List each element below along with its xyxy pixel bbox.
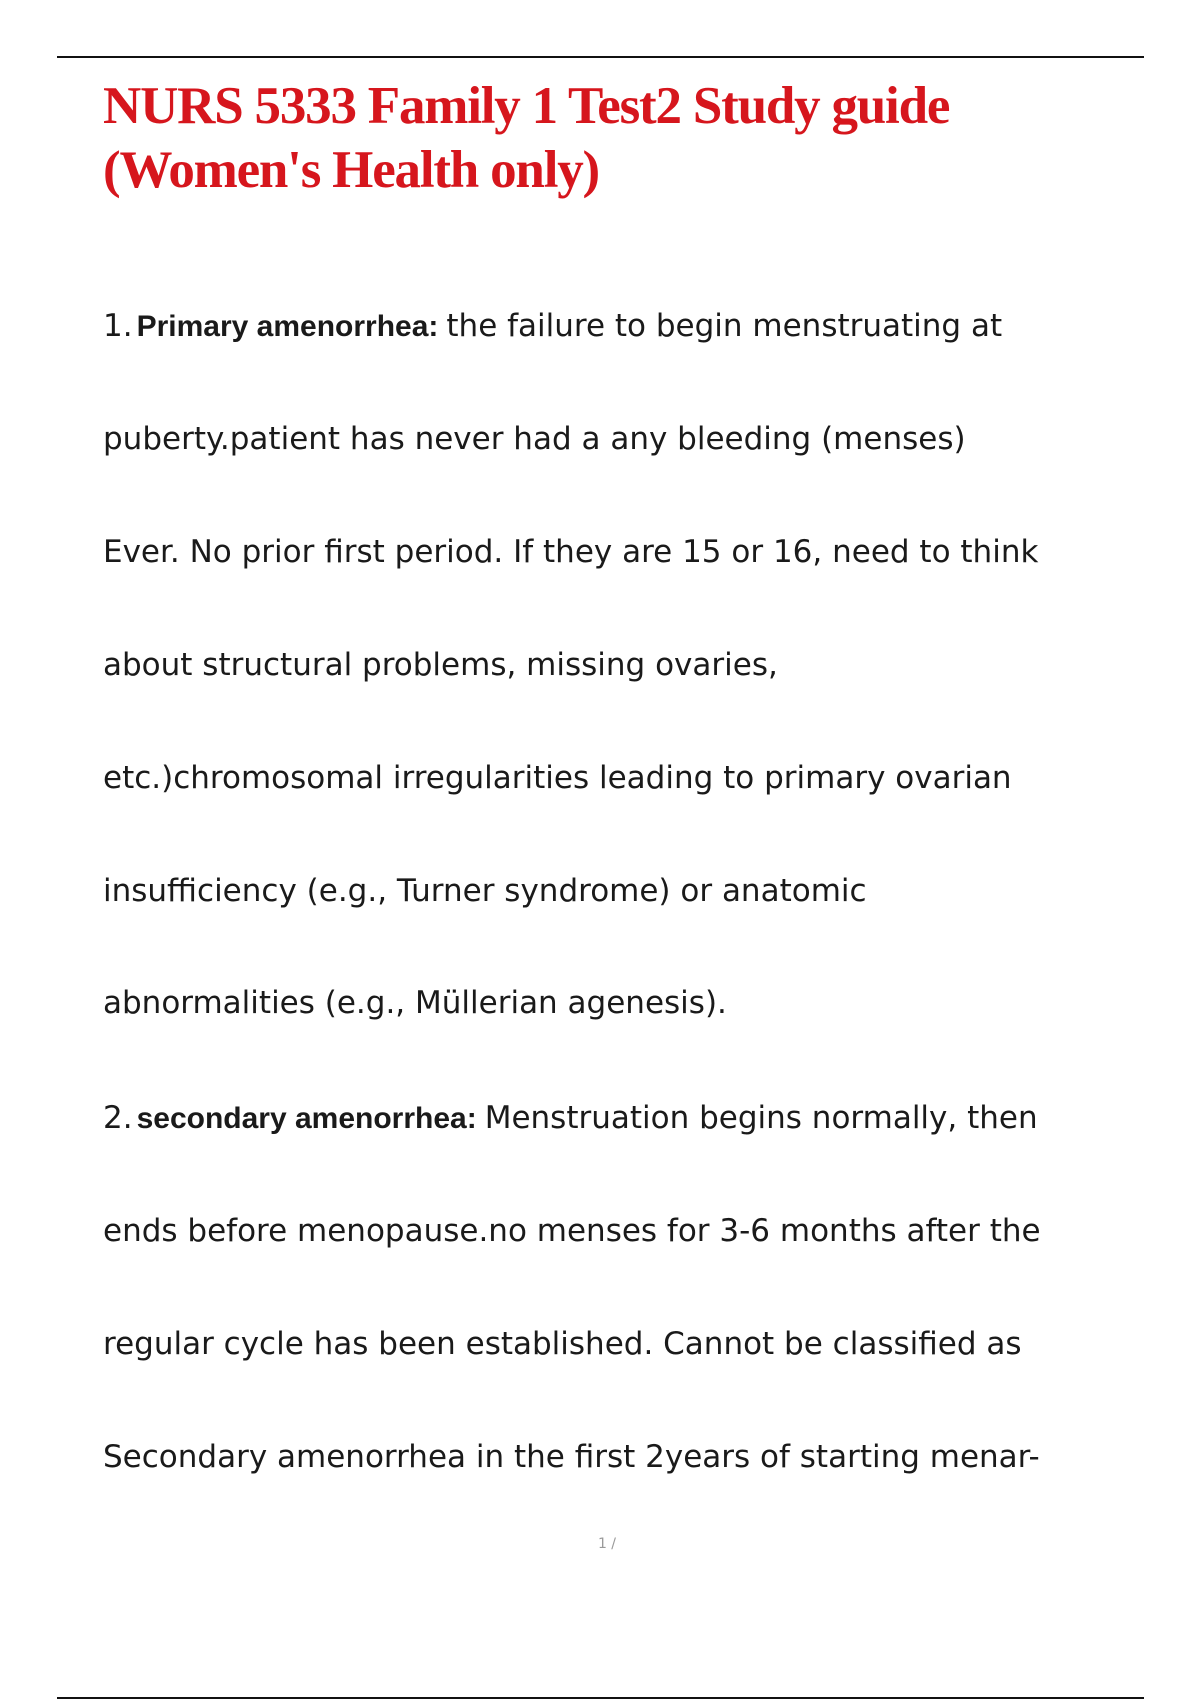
item-1-line-7: abnormalities (e.g., Müllerian agenesis). [103,985,727,1021]
item-2-text: Menstruation begins normally, then [484,1100,1038,1136]
item-1-line-3: Ever. No prior first period. If they are 15 or 16, need to think [103,534,1039,570]
page-number: 1 / [597,1536,617,1552]
item-2-term: secondary amenorrhea: [136,1102,477,1135]
item-1-line-1 [103,306,1002,347]
item-2-line-1 [103,1098,1038,1139]
item-2-number: 2. [103,1100,133,1136]
item-2-line-2: ends before menopause.no menses for 3-6 months after the [103,1213,1041,1249]
item-1-text: the failure to begin menstruating at [446,308,1003,344]
top-rule [57,56,1144,58]
item-2-line-4: Secondary amenorrhea in the first 2years of starting menar- [103,1439,1040,1475]
item-1-line-4: about structural problems, missing ovaries, [103,647,778,683]
title-line-2: (Women's Health only) [103,141,599,199]
item-1-line-5: etc.)chromosomal irregularities leading to primary ovarian [103,760,1012,796]
item-1-term: Primary amenorrhea: [136,310,439,343]
item-1-line-6: insufficiency (e.g., Turner syndrome) or anatomic [103,873,867,909]
item-2-line-3: regular cycle has been established. Cannot be classified as [103,1326,1022,1362]
item-1-line-2: puberty.patient has never had a any bleeding (menses) [103,421,966,457]
document-title [103,74,1103,202]
title-line-1: NURS 5333 Family 1 Test2 Study guide [103,77,950,135]
item-1-number: 1. [103,308,133,344]
bottom-rule [57,1697,1144,1699]
